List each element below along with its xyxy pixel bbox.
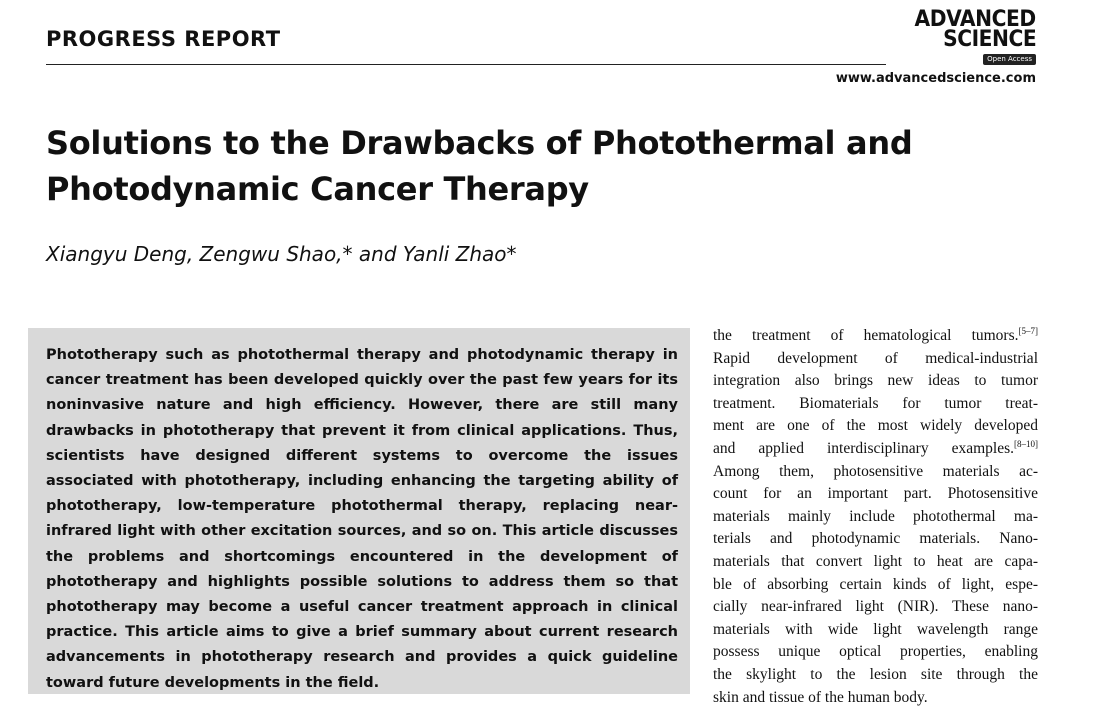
body-line: materials mainly include photothermal ma- — [713, 506, 1038, 529]
abstract-box — [28, 328, 690, 694]
body-line: the skylight to the lesion site through the — [713, 664, 1038, 687]
section-label: PROGRESS REPORT — [46, 27, 281, 51]
open-access-badge: Open Access — [983, 54, 1036, 65]
header-divider — [46, 64, 886, 65]
body-line: ble of absorbing certain kinds of light, espe- — [713, 574, 1038, 597]
body-line: ment are one of the most widely developed — [713, 415, 1038, 438]
journal-logo-line1: ADVANCED — [915, 9, 1036, 31]
body-line: materials with wide light wavelength range — [713, 619, 1038, 642]
body-line: the treatment of hematological tumors.[5–7] — [713, 325, 1038, 348]
body-line: treatment. Biomaterials for tumor treat- — [713, 393, 1038, 416]
journal-logo-line2: SCIENCE — [943, 29, 1036, 51]
body-line: and applied interdisciplinary examples.[8–10] — [713, 438, 1038, 461]
body-line: skin and tissue of the human body. — [713, 687, 1038, 709]
journal-website[interactable]: www.advancedscience.com — [836, 71, 1036, 86]
body-line: cially near-infrared light (NIR). These nano- — [713, 596, 1038, 619]
citation[interactable]: [8–10] — [1014, 439, 1038, 449]
body-line: possess unique optical properties, enabling — [713, 641, 1038, 664]
body-line: materials that convert light to heat are capa- — [713, 551, 1038, 574]
abstract-text: Phototherapy such as photothermal therapy and photodynamic therapy in cancer treatment has been developed quickly over the past few years for its noninvasive nature and high efficiency. However, there are still many drawbacks in phototherapy that prevent it from clinical applications. Thus, scientists have designed different systems to overcome the issues associated with phototherapy, including enhancing the targeting ability of phototherapy, low-temperature photothermal therapy, replacing near-infrared light with other excitation sources, and so on. This article discusses the problems and shortcomings encountered in the development of phototherapy and highlights possible solutions to address them so that phototherapy may become a useful cancer treatment approach in clinical practice. This article aims to give a brief summary about current research advancements in phototherapy research and provides a quick guideline toward future developments in the field. — [46, 343, 678, 696]
citation[interactable]: [5–7] — [1019, 326, 1039, 336]
article-title: Solutions to the Drawbacks of Photothermal and Photodynamic Cancer Therapy — [46, 120, 926, 212]
body-line: Among them, photosensitive materials ac- — [713, 461, 1038, 484]
body-line: terials and photodynamic materials. Nano- — [713, 528, 1038, 551]
author-list: Xiangyu Deng, Zengwu Shao,* and Yanli Zhao* — [46, 242, 517, 266]
journal-logo — [884, 9, 1036, 65]
body-line: Rapid development of medical-industrial — [713, 348, 1038, 371]
body-text-column — [713, 325, 1038, 709]
body-line: count for an important part. Photosensitive — [713, 483, 1038, 506]
body-line: integration also brings new ideas to tumor — [713, 370, 1038, 393]
